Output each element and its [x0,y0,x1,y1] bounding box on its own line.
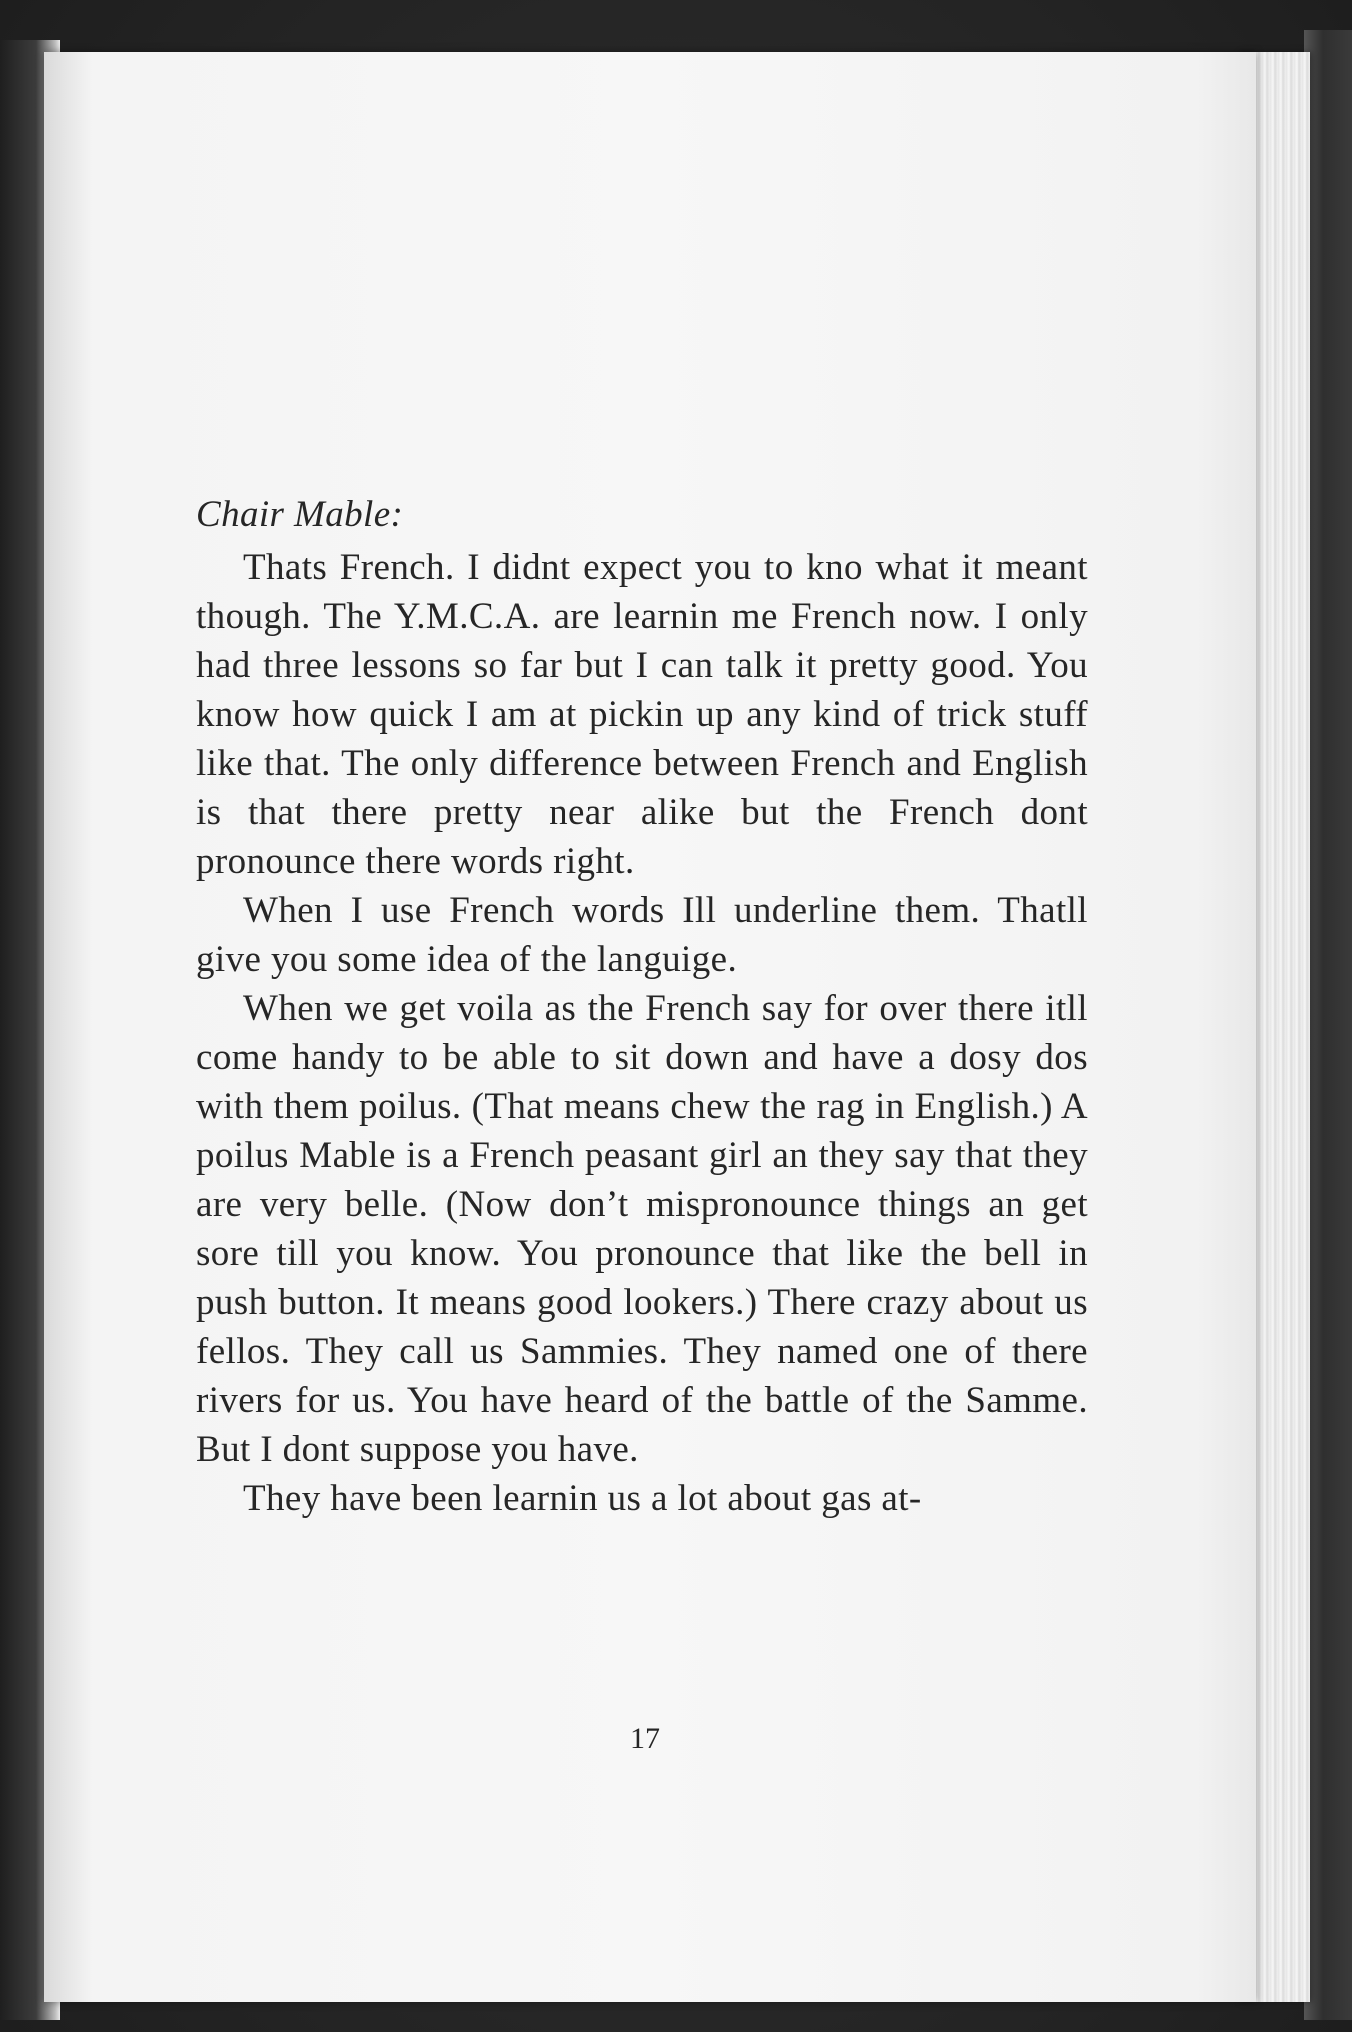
paragraph: Thats French. I didnt expect you to kno what it meant though. The Y.M.C.A. are learnin me French now. I only had three lessons so far but I can talk it pretty good. You know how quick I am at pickin up any kind of trick stuff like that. The only difference between French and English is that there pretty near alike but the French dont pronounce there words right. [196,547,1088,882]
paragraph: They have been learnin us a lot about gas at- [243,1478,922,1519]
page-number: 17 [630,1722,660,1755]
page-text [196,490,1088,1523]
paragraph: When I use French words Ill underline them. Thatll give you some idea of the languige. [196,890,1088,980]
paragraph: When we get voila as the French say for over there itll come handy to be able to sit down and have a dosy dos with them poilus. (That means chew the rag in English.) A poilus Mable is a French peasant girl an they say that they are very belle. (Now don’t mispronounce things an get sore till you know. You pronounce that like the bell in push button. It means good lookers.) There crazy about us fellos. They call us Sammies. They named one of there rivers for us. You have heard of the battle of the Samme. But I dont suppose you have. [196,988,1088,1470]
book-cover-right [1304,30,1352,2020]
letter-salutation: Chair Mable: [196,494,404,535]
